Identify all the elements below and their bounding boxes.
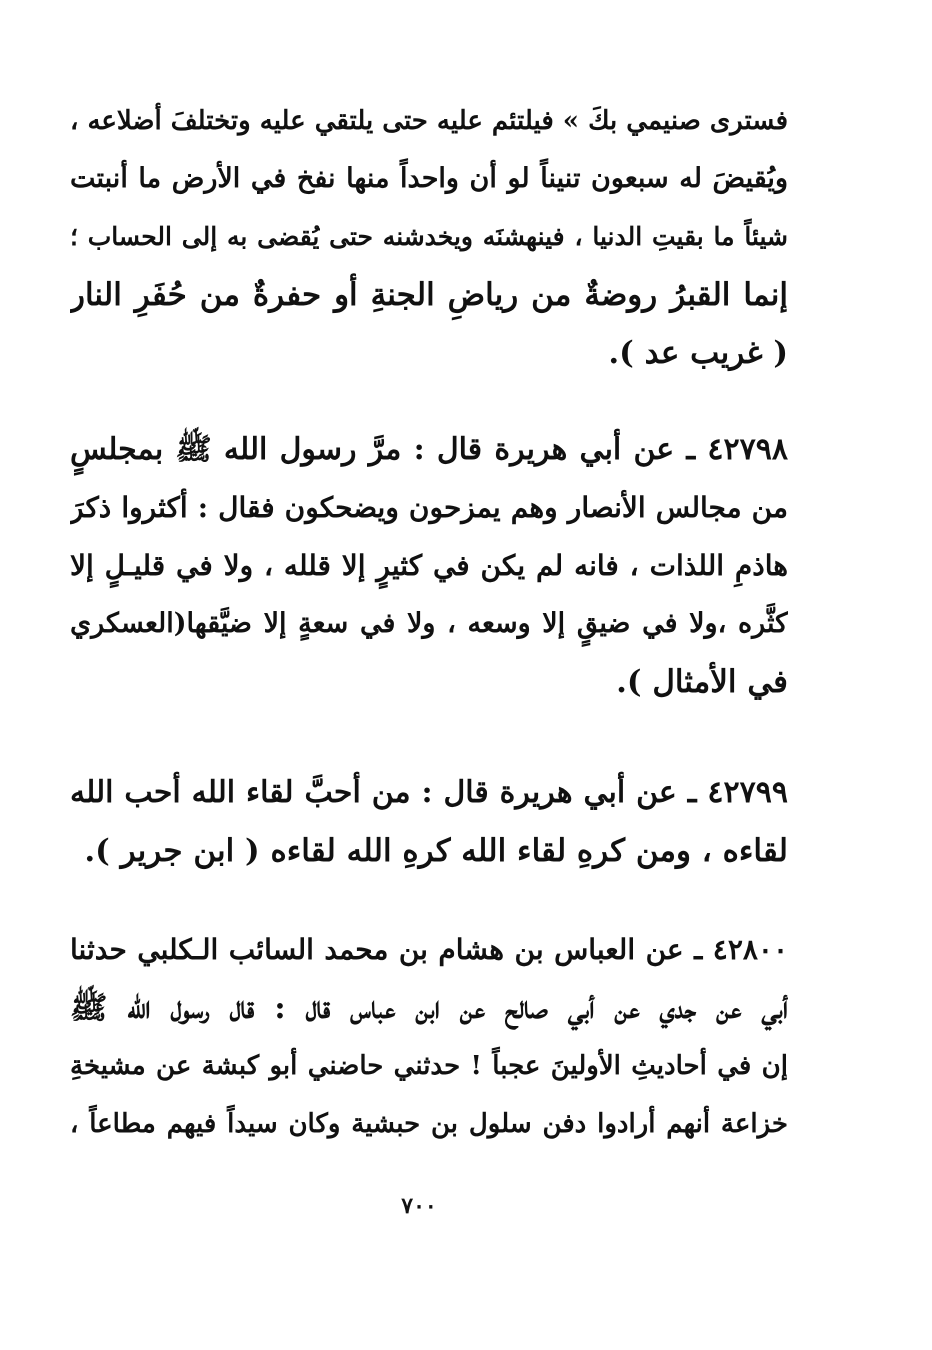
text-line: ٤٢٧٩٨ ـ عن أبي هريرة قال : مرَّ رسول الله ﷺ بمجلسٍ — [70, 432, 788, 467]
text-line: إنما القبرُ روضةٌ من رياضِ الجنةِ أو حفرةٌ من حُفَرِ النار — [70, 277, 788, 313]
text-line: ٤٢٨٠٠ ـ عن العباس بن هشام بن محمد السائب الـكلبي حدثنا — [70, 933, 788, 966]
text-line: كثَّره ،ولا في ضيقٍ إلا وسعه ، ولا في سعةٍ إلا ضيَّقها(العسكري — [70, 608, 788, 639]
text-line: من مجالس الأنصار وهم يمزحون ويضحكون فقال : أكثروا ذكرَ — [70, 491, 788, 524]
page-number: ٧٠٠ — [401, 1193, 437, 1219]
text-line: خزاعة أنهم أرادوا دفن سلول بن حبشية وكان سيداً فيهم مطاعاً ، — [70, 1109, 788, 1139]
hadith-42800 — [70, 921, 788, 1153]
text-line: ( غريب عد ). — [608, 335, 788, 371]
text-line: أبي عن جدي عن أبي صالح عن ابن عباس قال : قال رسول الله ﷺ — [70, 990, 788, 1026]
text-line: إن في أحاديثِ الأولينَ عجباً ! حدثني حاضني أبو كبشة عن مشيخةِ — [70, 1051, 788, 1081]
text-line: لقاءه ، ومن كرهِ لقاء الله كرهِ الله لقاءه ( ابن جرير ). — [84, 833, 788, 869]
text-line: فسترى صنيمي بكَ » فيلتئم عليه حتى يلتقي عليه وتختلفَ أضلاعه ، — [70, 106, 788, 136]
text-line: ٤٢٧٩٩ ـ عن أبي هريرة قال : من أحبَّ لقاء الله أحب الله — [70, 775, 788, 810]
text-line: هاذمِ اللذات ، فانه لم يكن في كثيرٍ إلا قلله ، ولا في قليـلٍ إلا — [70, 549, 788, 582]
hadith-42798 — [70, 421, 788, 711]
hadith-42799 — [70, 764, 788, 880]
text-line: ويُقيضَ له سبعون تنيناً لو أن واحداً منها نفخ في الأرض ما أنبتت — [70, 163, 788, 194]
text-line: في الأمثال ). — [616, 664, 788, 700]
paragraph-continuation — [70, 92, 788, 382]
text-line: شيئاً ما بقيتِ الدنيا ، فينهشنَه ويخدشنه حتى يُقضى به إلى الحساب ؛ — [70, 222, 788, 251]
